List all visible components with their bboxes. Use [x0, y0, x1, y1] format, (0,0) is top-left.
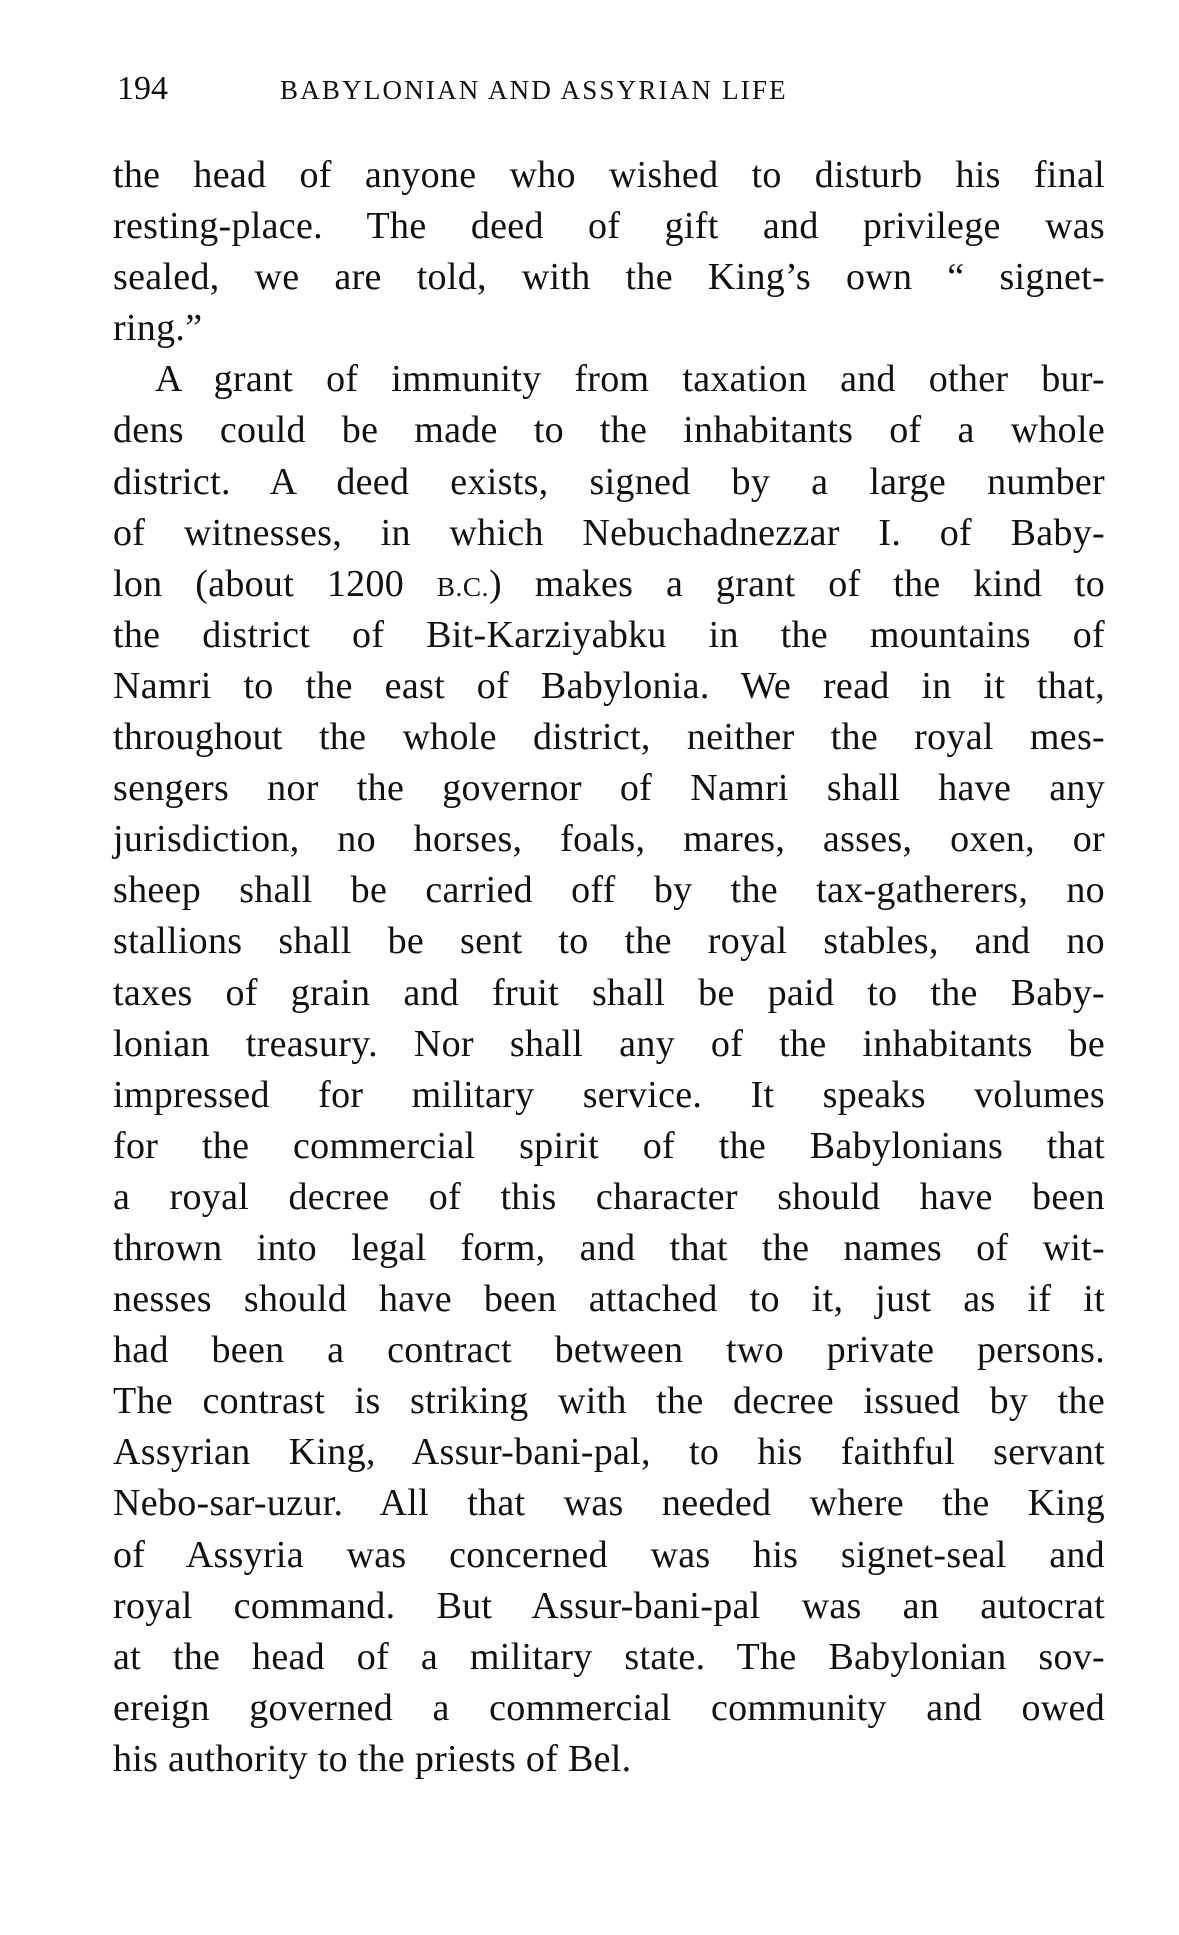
text-line: jurisdiction, no horses, foals, mares, asses, oxen, or [113, 818, 1105, 861]
text-line: district. A deed exists, signed by a large number [113, 460, 1105, 503]
text-line: stallions shall be sent to the royal stables, and no [113, 920, 1105, 963]
page-header [117, 70, 957, 110]
text-line: a royal decree of this character should have been [113, 1175, 1105, 1218]
text-line: thrown into legal form, and that the names of wit- [113, 1226, 1105, 1269]
text-line: his authority to the priests of Bel. [113, 1737, 632, 1780]
text-line: of witnesses, in which Nebuchadnezzar I. of Baby- [113, 511, 1105, 554]
text-line: lon (about 1200 B.C.) makes a grant of the kind to [113, 562, 1106, 605]
text-line: for the commercial spirit of the Babylonians that [113, 1124, 1105, 1167]
page-number: 194 [117, 70, 168, 107]
text-line: sealed, we are told, with the King’s own “ signet- [113, 256, 1105, 299]
text-line: The contrast is striking with the decree issued by the [113, 1380, 1105, 1423]
text-line: taxes of grain and fruit shall be paid to the Baby- [113, 971, 1105, 1014]
text-line: of Assyria was concerned was his signet-seal and [113, 1533, 1105, 1576]
text-line: had been a contract between two private persons. [113, 1329, 1105, 1372]
text-line: nesses should have been attached to it, just as if it [113, 1278, 1105, 1321]
text-line: ring.” [113, 307, 203, 350]
text-line: impressed for military service. It speaks volumes [113, 1073, 1105, 1116]
text-line: sengers nor the governor of Namri shall have any [113, 767, 1105, 810]
text-line: the district of Bit-Karziyabku in the mountains of [113, 613, 1105, 656]
body-text [113, 150, 1105, 1785]
small-caps-abbreviation: B.C. [436, 571, 489, 602]
text-line: sheep shall be carried off by the tax-gatherers, no [113, 869, 1105, 912]
text-line: the head of anyone who wished to disturb his final [113, 154, 1105, 196]
text-line: Nebo-sar-uzur. All that was needed where the King [113, 1482, 1105, 1525]
text-line: ereign governed a commercial community and owed [113, 1686, 1105, 1729]
text-line: Namri to the east of Babylonia. We read in it that, [113, 664, 1105, 707]
text-line: A grant of immunity from taxation and other bur- [155, 358, 1105, 401]
text-line: resting-place. The deed of gift and privilege was [113, 205, 1105, 248]
text-line: throughout the whole district, neither the royal mes- [113, 716, 1105, 759]
text-line: at the head of a military state. The Babylonian sov- [113, 1635, 1105, 1678]
text-line: Assyrian King, Assur-bani-pal, to his faithful servant [113, 1431, 1105, 1474]
text-line: royal command. But Assur-bani-pal was an autocrat [113, 1584, 1105, 1627]
text-line: lonian treasury. Nor shall any of the inhabitants be [113, 1022, 1105, 1065]
text-line: dens could be made to the inhabitants of a whole [113, 409, 1105, 452]
running-title: BABYLONIAN AND ASSYRIAN LIFE [280, 75, 788, 105]
